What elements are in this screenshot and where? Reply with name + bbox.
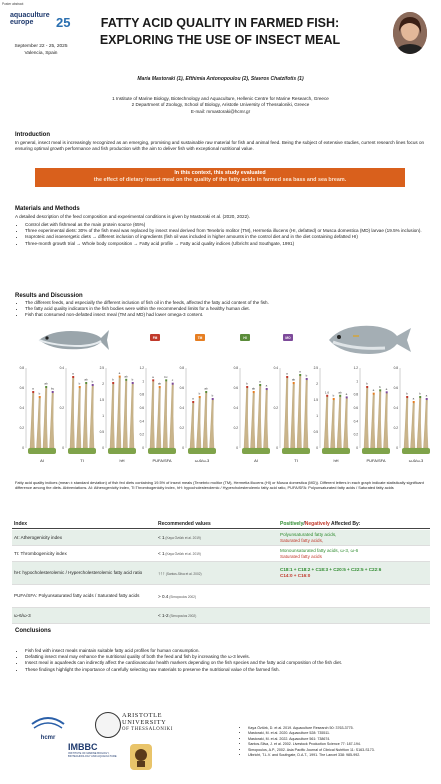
tick-label: 0.6 [393,386,398,390]
results-list [15,300,431,319]
reference-item: • Mastoraki, M. et al. 2020. Aquaculture 528: 735511. [248,731,441,736]
aristotle-seal [95,712,121,738]
tick-label: 0 [182,446,184,450]
table-header-index: Index [14,521,28,527]
bar-letter: c [171,378,174,383]
bar [157,388,162,448]
tick-label: 0.4 [393,406,398,410]
tick-label: 0.2 [179,426,184,430]
table-row [12,585,430,608]
table-cell-index: AI: Atherogenicity index [14,534,63,540]
bar [297,376,302,448]
recommended-ref: (Simopoulos 2002) [168,594,196,599]
tick-label: 1 [102,414,104,418]
hcmr-text: hcmr [40,735,56,741]
bar-letter: a [412,396,415,401]
table-row [12,608,430,624]
table-body [12,530,430,624]
bar-letter: ab [84,377,88,382]
intro-highlight-line2: the effect of dietary insect meal on the quality of the fatty acids in farmed sea bass and sea bream. [93,177,347,184]
tick-label: 0.4 [353,419,358,424]
tick-label: 0.6 [139,406,144,410]
bar [190,403,195,448]
category-label: TI [80,458,84,463]
author-photo [393,12,427,54]
table-cell-recommended [156,612,278,619]
authors: Maria Mastoraki (1), Efthimia Antonopoulou (2), Stavros Chatzifotis (1) [137,76,304,82]
bar [197,398,202,448]
bar [324,397,329,448]
tick-label: 0.4 [19,406,24,410]
intro-heading: Introduction [15,132,50,138]
bar-letter: b [38,391,41,396]
table-cell-affected [278,547,430,561]
legend-pill-fm: FM [150,334,160,341]
tick-label: 0.4 [139,419,144,424]
bar [377,391,382,448]
tick-label: 0.8 [19,366,24,370]
tick-label: 0 [356,446,358,450]
tick-label: 0 [316,446,318,450]
recommended-value: ↑↑↑ [158,570,165,576]
bar-cap [379,389,381,391]
university-emblem [130,744,152,770]
recommended-ref: (Kaya Öztürk et al. 2019) [164,536,201,540]
conclusions-heading: Conclusions [15,628,52,634]
bar-cap [92,384,94,386]
methods-list [15,222,431,247]
tick-label: 0.8 [233,366,238,370]
aristotle-logo-text [122,712,173,732]
bar-letter: a [425,393,428,398]
legend-pill-tm: TM [195,334,205,341]
bar-letter: a [259,379,261,384]
bar-cap [132,382,134,384]
bar [424,400,429,448]
bar-cap [165,379,167,381]
bar [37,398,42,448]
tick-label: 0.2 [353,432,358,437]
bar-letter: a [299,369,301,374]
tick-label: 1.5 [313,398,318,402]
tick-label: 0.4 [233,406,238,410]
recommended-value: < 1-2 [158,613,169,618]
positive-factors: Polyunsaturated fatty acids, [280,531,337,537]
tick-label: 0 [396,446,398,450]
conference-logo [10,12,75,40]
bar [264,390,269,448]
bar-cap [293,382,295,384]
table-cell-affected [278,615,430,617]
negative-factors: Saturated fatty acids, [280,537,324,543]
methods-item: • Isoproteic and isoenergetic diets → different inclusion of ingredients (fish oil was included in higher amounts in the control diet and in the diet containing defatted HI) [25,234,431,240]
tick-label: 1 [356,379,358,384]
bar-cap [259,384,261,386]
tick-label: 0.2 [273,406,278,410]
indices-table [12,520,430,529]
bar-cap [52,391,54,393]
table-cell-index: TI: Thrombogenicity index [14,550,67,556]
bar-base [188,448,216,454]
reference-item: • Mastoraki, M. et al. 2022. Aquaculture 561: 738674. [248,737,441,742]
tick-label: 2.5 [99,366,104,370]
tick-label: 2.5 [313,366,318,370]
bar [371,395,376,448]
recommended-value: > 0.4 [158,593,169,599]
reference-item: • Simopoulos, A.P., 2002. Asia Pacific Journal of Clinical Nutrition 11: S163-S173. [248,748,441,753]
sea-bream-image [325,322,415,358]
category-label: ω-6/ω-3 [194,458,210,463]
tick-label: 0.2 [233,426,238,430]
tick-label: 0.6 [353,406,358,410]
tick-label: 0 [22,446,24,450]
category-label: hH [119,458,125,463]
conclusion-item: • Defatting insect meal may enhance the nutritional quality of both the feed and fish by increasing the ω-3 levels. [25,654,431,660]
conference-year: 25 [56,15,71,30]
tick-label: 0 [62,446,64,450]
poster-badge: Poster abstract [2,2,24,6]
bar-cap [159,386,161,388]
bar-letter: b [78,381,81,386]
bar-base [402,448,430,454]
tick-label: 0 [236,446,238,450]
intro-highlight-box [35,168,405,187]
bar-base [148,448,176,454]
bar-cap [32,391,34,393]
bar-letter: ab [204,386,208,391]
tick-label: 0 [102,446,104,450]
tick-label: 0.4 [59,366,64,370]
reference-item: • Kaya Öztürk, D. et al. 2019. Aquaculture Research 50: 3763-3775. [248,726,441,731]
bar [150,381,155,448]
bar-cap [85,382,87,384]
aristotle-line2: UNIVERSITY [122,719,167,727]
bar-letter: b [379,384,381,389]
conference-line1: aquaculture [10,12,50,19]
bar-letter: a [265,383,268,388]
tick-label: 0.2 [139,432,144,437]
bar-base [28,448,56,454]
methods-item: • Three experimental diets: 30% of the fish meal was replaced by insect meal derived from Tenebrio molitor (TM), Hermetia illucens (HI, defatted) or Musca domestica (MD) larvae (19.5% inclusion). [25,228,431,234]
bar-cap [386,391,388,393]
bar-letter: 1.6 [324,390,330,395]
bar [344,398,349,448]
bar-letter: bc [164,374,168,379]
bar-letter: b [419,391,421,396]
intro-text: In general, insect meal is increasingly recognized as an emerging, promising and sustainable raw material for fish and animal feed. Being the subject of extensive studies, current research lines focus on ensuring optimal growth performance and fish production with the aim to deliver fish with exceptional nutritional value. [15,140,425,152]
bar-cap [45,386,47,388]
tick-label: 0.2 [59,406,64,410]
bar [257,386,262,448]
bar-letter: a [345,391,348,396]
bar [90,386,95,448]
recommended-ref: (Simopoulos 2002) [168,614,197,618]
bar-cap [119,376,121,378]
aristotle-line1: ARISTOTLE [122,712,163,719]
results-item: • The fatty acid quality indicators in the fish bodies were within the recommended limits for a healthy human diet. [25,306,431,312]
bar-cap [406,396,408,398]
bar-cap [426,398,428,400]
bar [117,378,122,448]
bar-cap [172,383,174,385]
bar-cap [333,398,335,400]
bar-base [322,448,350,454]
bar-letter: b [91,379,94,384]
tick-label: 0.8 [393,366,398,370]
tick-label: 0.4 [179,406,184,410]
bar [203,393,208,448]
table-cell-index: PUFA/SFA: Polyunsaturated fatty acids / Saturated fatty acids [14,593,140,599]
category-label: PUFA/SFA [152,458,172,463]
bar [291,384,296,448]
bar-cap [152,379,154,381]
table-cell-recommended [156,570,278,577]
bar-letter: b [366,381,368,386]
aristotle-line3: OF THESSALONIKI [122,726,173,732]
bar-letter: ab [124,374,128,379]
bar-cap [413,401,415,403]
bar [170,385,175,448]
bar [50,393,55,448]
methods-lead: A detailed description of the feed composition and experimental conditions is given by Mastoraki et al. (2020, 2022). [15,214,250,219]
recommended-value: < 1 [158,551,165,556]
bar [304,380,309,448]
bar [210,400,215,448]
conference-dates: September 22 - 25, 2025 [14,44,68,49]
results-item: • The different feeds, and especially the different inclusion of fish oil in the feeds, affected the fatty acid content of the fish. [25,300,431,306]
reference-item: • Santos-Silva, J. et al. 2002. Livestock Production Science 77: 187-194. [248,742,441,747]
legend-pill-mo: MO [283,334,293,341]
category-label: PUFA/SFA [366,458,386,463]
bar-letter: b [332,393,335,398]
tick-label: 0.6 [233,386,238,390]
category-label: ω-6/ω-3 [408,458,424,463]
conference-city: Valencia, Spain [24,51,58,56]
bar-letter: b [305,373,308,378]
category-label: AI [40,458,44,463]
table-row [12,562,430,585]
tick-label: 0.8 [139,392,144,397]
negative-factors: C14:0 + C16:0 [280,573,311,578]
tick-label: 0.5 [313,430,318,434]
tick-label: 1.2 [353,366,358,370]
bar [77,388,82,448]
bar-cap [39,396,41,398]
intro-highlight-line1: In this context, this study evaluated [174,170,266,176]
bar-letter: a [32,386,34,391]
category-label: AI [254,458,258,463]
bar-cap [346,396,348,398]
bar [163,381,168,448]
bar-cap [306,378,308,380]
results-heading: Results and Discussion [15,293,83,299]
figure-caption: Fatty acid quality indices (mean ± standard deviation) of fish fed diets containing 19.5% of insect meals (Tenebrio molitor (TM), Hermetia illucens (HI) or Musca domestica (MD)). Different letters in each graph indicate statistically significant difference among the diets. Abbreviations. AI: Atherogenicity index, TI:Thrombogenicity index, hH: hypocholesterolemic / Hypercholesterolemic fatty acid ratio, PUFA/SFA: Polyunsaturated fatty acids / Saturated fatty acids [15,480,424,491]
table-cell-index: ω-6/ω-3 [14,612,31,618]
email: E-mail: mmastoraki@hcmr.gr [190,108,251,114]
imbbc-logo [68,742,118,772]
bar-cap [286,376,288,378]
bar-cap [253,391,255,393]
table-header-affected: Positively/Negatively Affected By: [280,521,361,527]
bar-cap [72,376,74,378]
recommended-value: < 1 [158,535,165,540]
bar-letter: ab [251,386,256,391]
bar-cap [299,374,301,376]
tick-label: 0 [276,446,278,450]
bar [337,397,342,448]
bar-cap [373,393,375,395]
recommended-ref: (Santos-Silva et al. 2002) [164,571,202,576]
positive-factors: C18:1 + C18:2 + C18:3 + C20:5 + C22:5 + C22:6 [280,567,382,573]
methods-item: • Control diet with fishmeal as the main protein source (65%) [25,222,431,228]
bar-cap [79,386,81,388]
bar-base [362,448,390,454]
tick-label: 0.5 [99,430,104,434]
tick-label: 2 [102,382,104,386]
bar-cap [246,386,248,388]
conference-line2: europe [10,19,34,26]
table-cell-index: hH: hypocholesterolemic / Hypercholesterolemic fatty acid ratio [14,570,143,576]
table-header-recommended: Recommended values [158,521,211,527]
tick-label: 1 [316,414,318,418]
bar-cap [366,386,368,388]
tick-label: 0.2 [19,426,24,430]
tick-label: 0.8 [353,392,358,397]
bar [331,400,336,448]
bar [244,388,249,448]
tick-label: 1.2 [139,366,144,370]
table-row [12,546,430,562]
bar-base [68,448,96,454]
tick-label: 0.2 [393,426,398,430]
bar-cap [192,401,194,403]
table-cell-recommended [156,593,278,600]
bar [251,393,256,448]
methods-heading: Materials and Methods [15,206,80,212]
imbbc-subtitle: INSTITUTE OF MARINE BIOLOGY, BIOTECHNOLOGY AND AQUACULTURE [68,752,117,759]
bar [130,384,135,448]
bar-letter: ab [44,381,48,386]
bar-cap [205,391,207,393]
reference-item: • Ulbricht, T.L.V. and Southgate, D.A.T., 1991. The Lancet 338: 985-992. [248,753,441,758]
tick-label: 0 [142,446,144,450]
table-cell-affected [278,566,430,580]
tick-label: 1 [142,379,144,384]
bar-letter: b [112,377,114,382]
legend-pill-hi: HI [240,334,250,341]
bar [43,388,48,448]
fatty-acid-charts [8,358,433,476]
bar-base [108,448,136,454]
bar-letter: bc [50,386,55,391]
bar-letter: ab [157,381,162,386]
bar-base [242,448,270,454]
tick-label: 1.5 [99,398,104,402]
bar-cap [112,382,114,384]
bar [364,388,369,448]
sea-bass-image [35,326,110,354]
bar-cap [266,388,268,390]
conclusions-list [15,648,431,673]
methods-item: • Three-month growth trial → Whole body composition → Fatty acid profile → Fatty acid quality indices (Ulbricht and Southgate, 1991) [25,241,431,247]
table-cell-affected [278,531,430,545]
bar-letter: ab [291,377,296,382]
bar-letter: b [211,393,214,398]
positive-factors: Monounsaturated fatty acids, ω-3, ω-6 [280,547,359,553]
tick-label: 0.4 [273,366,278,370]
bar [123,381,128,448]
conclusion-item: • Fish fed with insect meals maintain suitable fatty acid profiles for human consumption. [25,648,431,654]
tick-label: 2 [316,382,318,386]
bar-letter: a [72,371,74,376]
hcmr-logo [30,710,66,741]
bar-cap [339,395,341,397]
bar-letter: b [131,377,134,382]
title-line1: FATTY ACID QUALITY IN FARMED FISH: [100,16,340,30]
affiliation-2: 2 Department of Zoology, School of Biology, Aristotle University of Thessaloniki, Greece [131,102,310,108]
category-label: hH [333,458,339,463]
bar [384,393,389,448]
bar-letter: b [406,391,408,396]
bar [110,384,115,448]
results-item: • Fish that consumed non-defatted insect meal (TM and MD) had lower omega-3 content. [25,312,431,318]
table-row [12,530,430,546]
bar-cap [125,379,127,381]
tick-label: 0.8 [179,366,184,370]
table-cell-recommended [156,534,278,541]
bar-letter: a [286,371,288,376]
bar-cap [199,396,201,398]
imbbc-text: IMBBC [68,742,98,752]
bar-cap [419,396,421,398]
bar-cap [326,395,328,397]
bar-letter: b [246,381,248,386]
bar [404,398,409,448]
bar [30,393,35,448]
bar-letter: a [385,386,388,391]
category-label: TI [294,458,298,463]
title-line2: EXPLORING THE USE OF INSECT MEAL [99,33,341,47]
conclusion-item: • Insect meal in aquafeeds can indirectly affect the cardiovascular health markers depending on the fish species and the fatty acid composition of the fish diet. [25,660,431,666]
affiliations [0,96,441,115]
bar [411,403,416,448]
bar-letter: a [152,374,154,379]
bar-cap [212,398,214,400]
affiliation-1: 1 Institute of Marine Biology, Biotechnology and Aquaculture, Hellenic Centre for Marine Research, Greece [112,96,329,101]
conclusion-item: • These findings highlight the importance of carefully selecting raw materials to preserve the nutritional value of the farmed fish. [25,667,431,673]
recommended-ref: (Kaya Öztürk et al. 2019) [164,552,201,556]
bar [70,378,75,448]
tick-label: 0.6 [179,386,184,390]
tick-label: 0.6 [19,386,24,390]
negative-factors: Saturated fatty acids [280,553,322,559]
bar [83,384,88,448]
bar-base [282,448,310,454]
bar-letter: a [118,371,121,376]
bar-letter: a [372,388,375,393]
table-cell-recommended [156,550,278,557]
table-cell-affected [278,595,430,597]
bar [284,378,289,448]
references-list [238,726,441,758]
bar-letter: a [192,396,194,401]
bar [417,398,422,448]
bar-letter: ab [338,390,342,395]
bar-letter: b [198,391,201,396]
